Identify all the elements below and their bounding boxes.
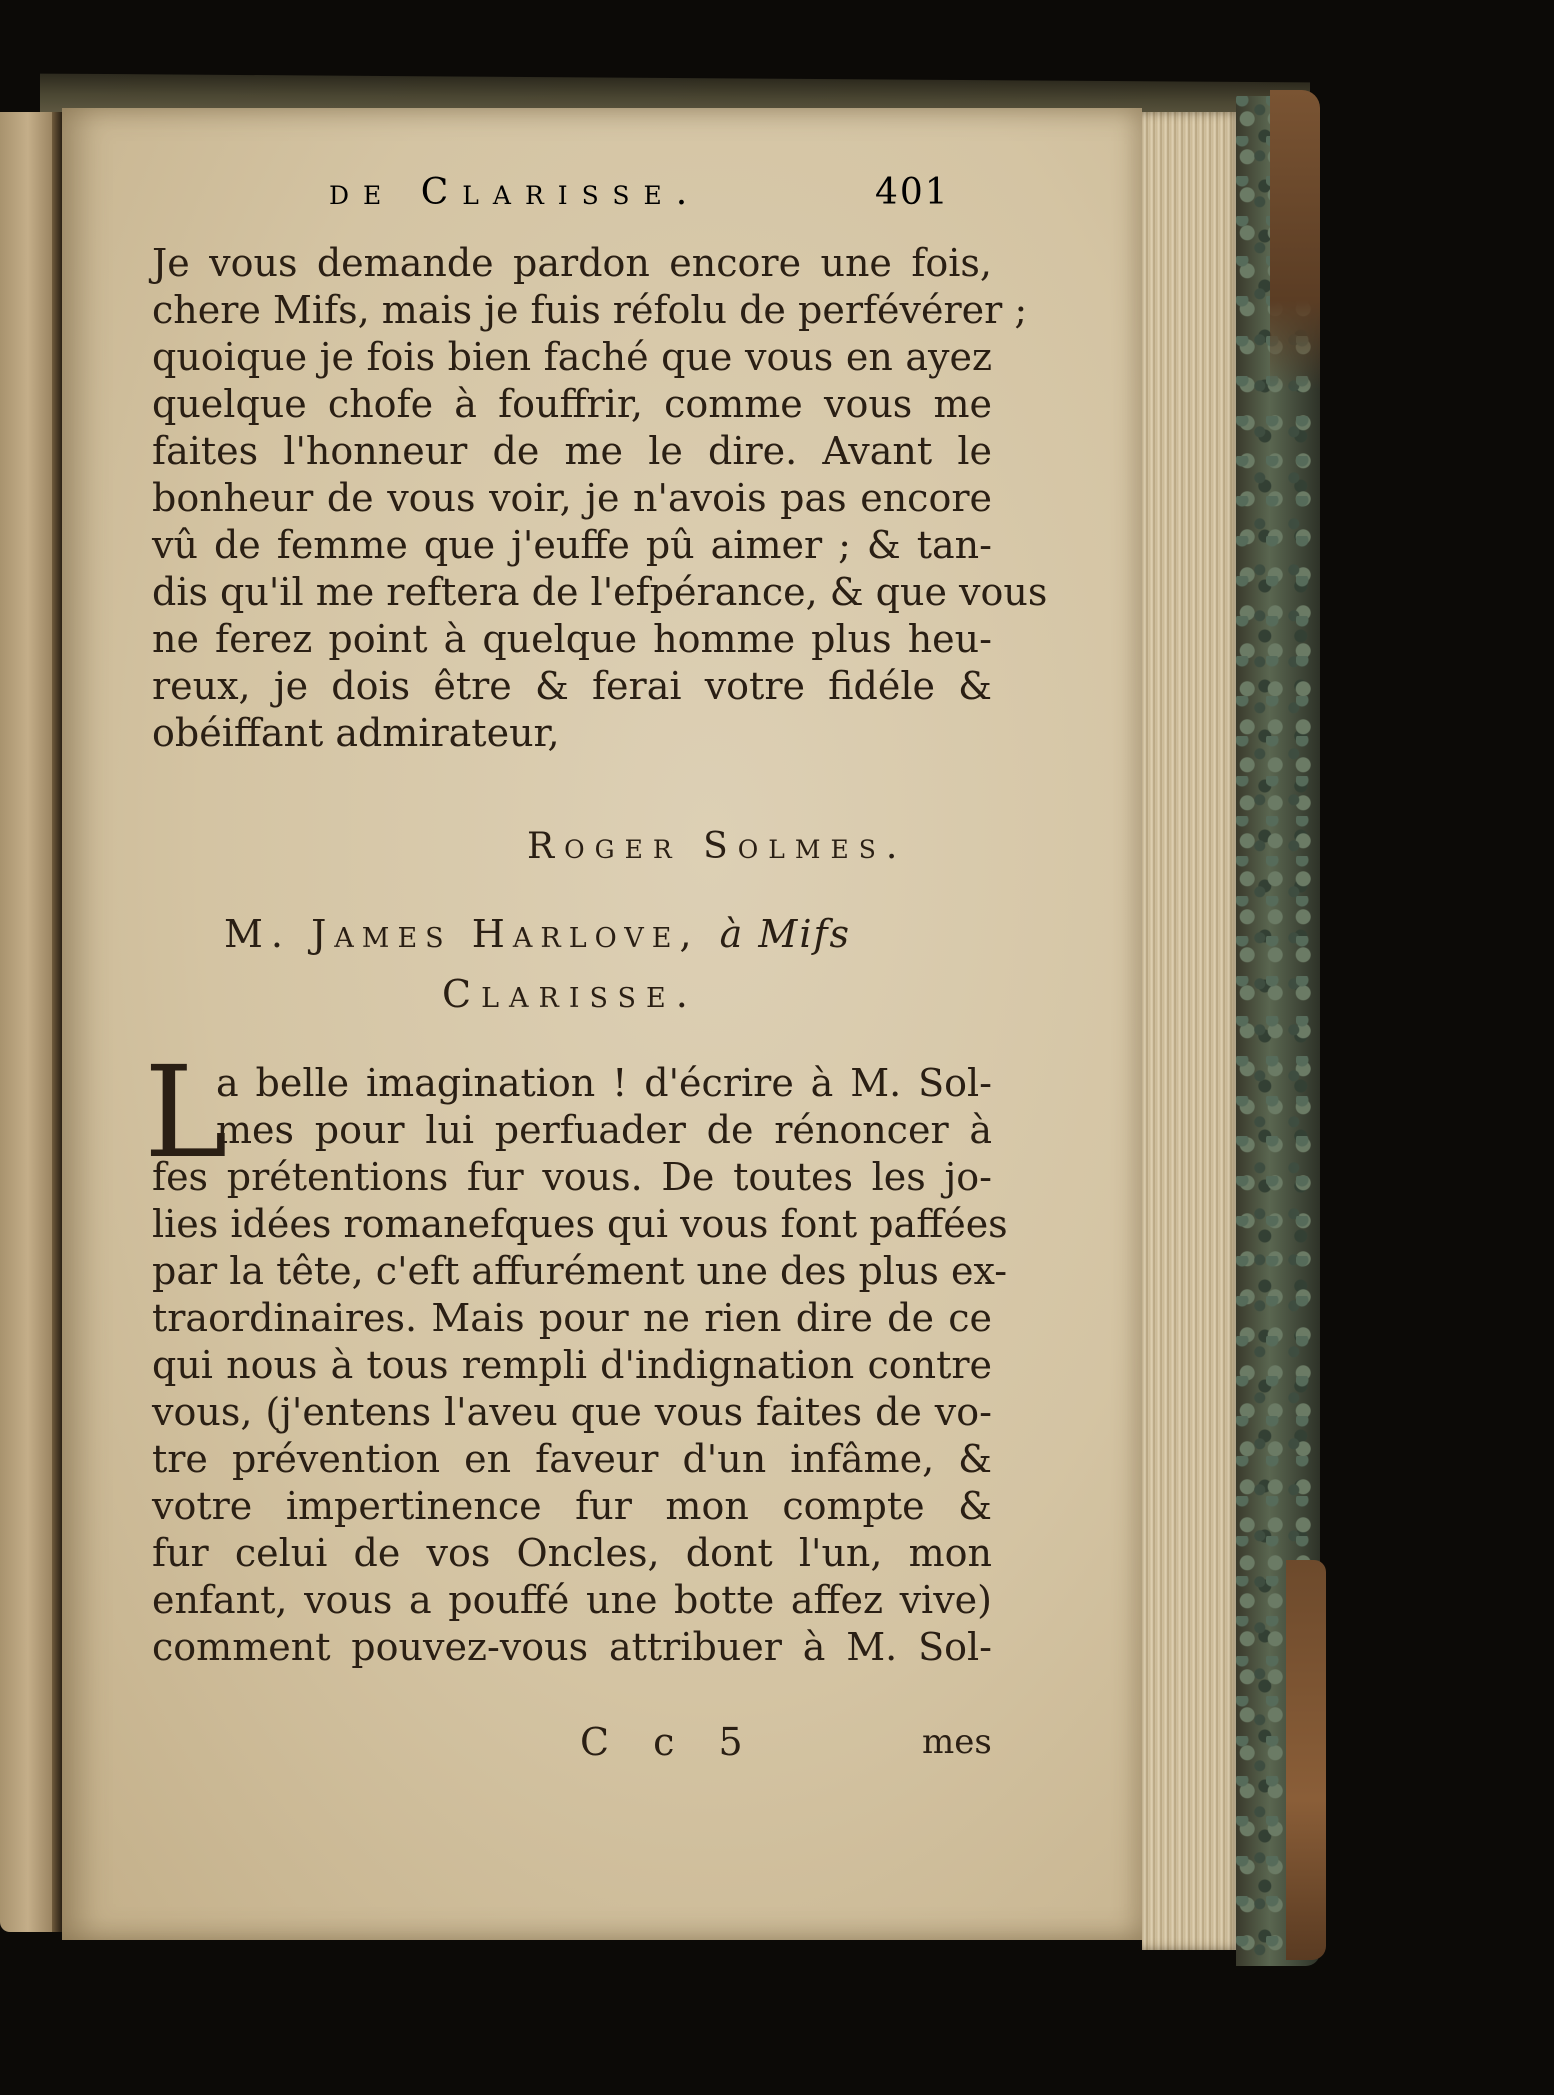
text-line: dis qu'il me reftera de l'efpérance, & que vous xyxy=(152,570,1048,614)
text-line-last: obéiffant admirateur, xyxy=(152,711,560,755)
text-line: vous, (j'entens l'aveu que vous faites de vo- xyxy=(152,1390,992,1434)
text-line: vû de femme que j'euffe pû aimer ; & tan- xyxy=(152,523,992,567)
text-line: enfant, vous a pouffé une botte affez vive) xyxy=(152,1578,992,1622)
page-block-edges xyxy=(1142,112,1242,1950)
heading-recipient: à Mifs xyxy=(719,912,852,956)
text-line: fes prétentions fur vous. De toutes les jo- xyxy=(152,1155,992,1199)
page-header xyxy=(175,172,975,222)
running-title: de Clarisse. xyxy=(329,172,702,213)
text-line: votre impertinence fur mon compte & xyxy=(152,1484,992,1528)
heading-sender: M. James Harlove, xyxy=(224,912,700,956)
gutter-shadow xyxy=(52,112,62,1932)
page-number: 401 xyxy=(875,172,950,213)
text-line: fur celui de vos Oncles, dont l'un, mon xyxy=(152,1531,992,1575)
leather-corner-bottom xyxy=(1286,1560,1326,1960)
text-line: bonheur de vous voir, je n'avois pas encore xyxy=(152,476,992,520)
text-line: mes pour lui perfuader de rénoncer à xyxy=(216,1108,992,1152)
leather-corner-top xyxy=(1270,90,1320,390)
text-line: quoique je fois bien faché que vous en ayez xyxy=(152,335,992,379)
text-line: tre prévention en faveur d'un infâme, & xyxy=(152,1437,992,1481)
text-line: comment pouvez-vous attribuer à M. Sol- xyxy=(152,1625,992,1669)
text-line: qui nous à tous rempli d'indignation contre xyxy=(152,1343,992,1387)
signature-mark: C c 5 xyxy=(580,1720,759,1764)
signature-roger-solmes: Roger Solmes. xyxy=(527,826,908,867)
catchword: mes xyxy=(922,1722,992,1762)
text-line: chere Mifs, mais je fuis réfolu de perfévérer ; xyxy=(152,288,1028,332)
text-line: lies idées romanefques qui vous font paffées xyxy=(152,1202,1008,1246)
letter-heading-line2: Clarisse. xyxy=(442,972,698,1016)
text-line: reux, je dois être & ferai votre fidéle & xyxy=(152,664,992,708)
text-line: faites l'honneur de me le dire. Avant le xyxy=(152,429,992,473)
drop-cap: L xyxy=(144,1039,228,1186)
text-line: par la tête, c'eft affurément une des plus ex- xyxy=(152,1249,1008,1293)
text-line: ne ferez point à quelque homme plus heu- xyxy=(152,617,992,661)
text-line: quelque chofe à fouffrir, comme vous me xyxy=(152,382,992,426)
text-line: traordinaires. Mais pour ne rien dire de ce xyxy=(152,1296,992,1340)
letter-heading xyxy=(224,912,1004,956)
text-line: Je vous demande pardon encore une fois, xyxy=(152,241,992,285)
text-line: a belle imagination ! d'écrire à M. Sol- xyxy=(216,1061,992,1105)
